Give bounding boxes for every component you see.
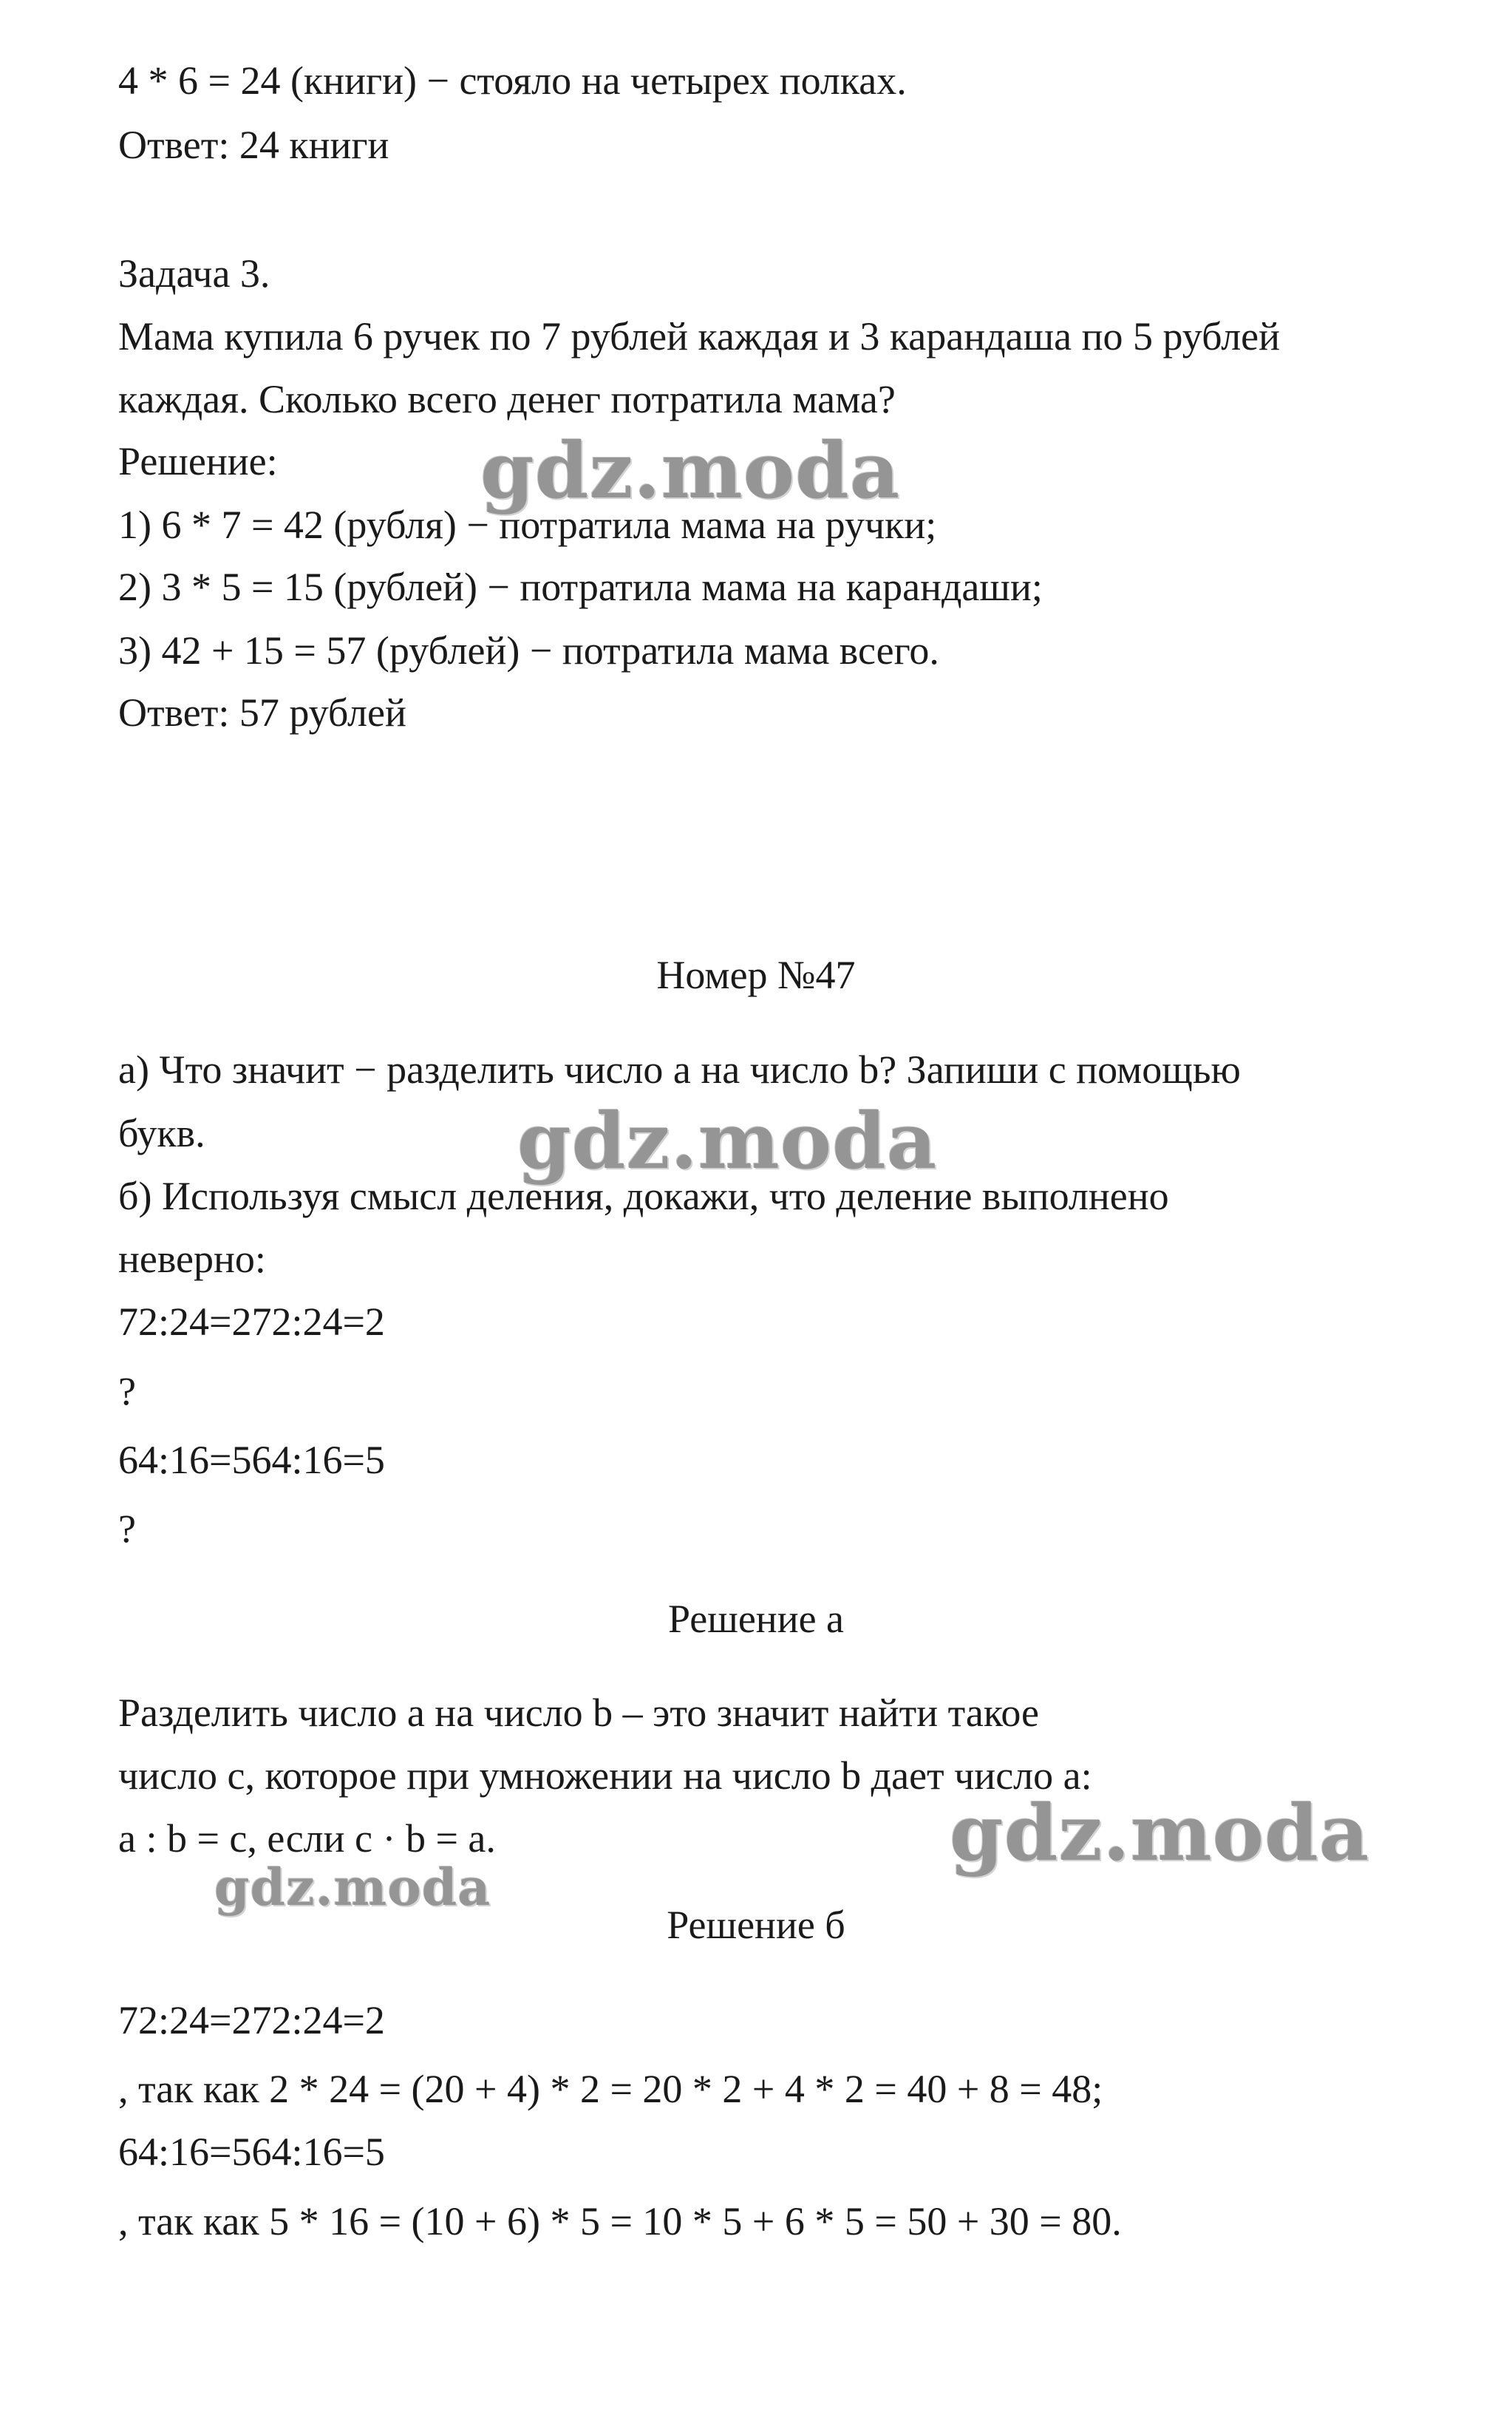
- question-mark-1: ?: [118, 1369, 136, 1413]
- watermark-logo: gdz.moda: [214, 1858, 491, 1917]
- question-a-2: букв.: [118, 1111, 205, 1155]
- watermark-logo: gdz.moda: [950, 1787, 1370, 1878]
- equation-2: 64:16=564:16=5: [118, 1438, 385, 1482]
- solution-a-text-1: Разделить число a на число b – это значит найти такое: [118, 1691, 1040, 1735]
- solution-step-3: 3) 42 + 15 = 57 (рублей) − потратила мама всего.: [118, 628, 939, 673]
- solution-b-explanation-1: , так как 2 * 24 = (20 + 4) * 2 = 20 * 2 + 4 * 2 = 40 + 8 = 48;: [118, 2067, 1103, 2111]
- task-text-2: каждая. Сколько всего денег потратила мама?: [118, 377, 896, 421]
- equation-1: 72:24=272:24=2: [118, 1300, 385, 1344]
- solution-b-equation-2: 64:16=564:16=5: [118, 2130, 385, 2174]
- solution-b-equation-1: 72:24=272:24=2: [118, 1998, 385, 2042]
- question-b-2: неверно:: [118, 1237, 266, 1281]
- exercise-heading: Номер №47: [656, 953, 856, 997]
- watermark-logo: gdz.moda: [480, 425, 901, 516]
- answer-line-1: Ответ: 24 книги: [118, 123, 389, 167]
- solution-b-explanation-2: , так как 5 * 16 = (10 + 6) * 5 = 10 * 5 + 6 * 5 = 50 + 30 = 80.: [118, 2199, 1122, 2243]
- solution-b-heading: Решение б: [667, 1903, 845, 1947]
- question-b-1: б) Используя смысл деления, докажи, что деление выполнено: [118, 1174, 1169, 1218]
- question-a-1: а) Что значит − разделить число a на число b? Запиши с помощью: [118, 1047, 1241, 1092]
- watermark-logo: gdz.moda: [517, 1095, 938, 1186]
- solution-step-2: 2) 3 * 5 = 15 (рублей) − потратила мама на карандаши;: [118, 565, 1043, 609]
- solution-a-formula: a : b = c, если c · b = a.: [118, 1816, 496, 1861]
- answer-line-2: Ответ: 57 рублей: [118, 690, 406, 735]
- text-line-1: 4 * 6 = 24 (книги) − стояло на четырех полках.: [118, 58, 907, 103]
- solution-a-heading: Решение а: [667, 1597, 845, 1641]
- question-mark-2: ?: [118, 1506, 136, 1551]
- solution-a-text-2: число c, которое при умножении на число b дает число a:: [118, 1753, 1092, 1798]
- task-text-1: Мама купила 6 ручек по 7 рублей каждая и 3 карандаша по 5 рублей: [118, 314, 1281, 359]
- solution-step-1: 1) 6 * 7 = 42 (рубля) − потратила мама на ручки;: [118, 503, 937, 547]
- task-title: Задача 3.: [118, 251, 270, 296]
- solution-label: Решение:: [118, 439, 278, 483]
